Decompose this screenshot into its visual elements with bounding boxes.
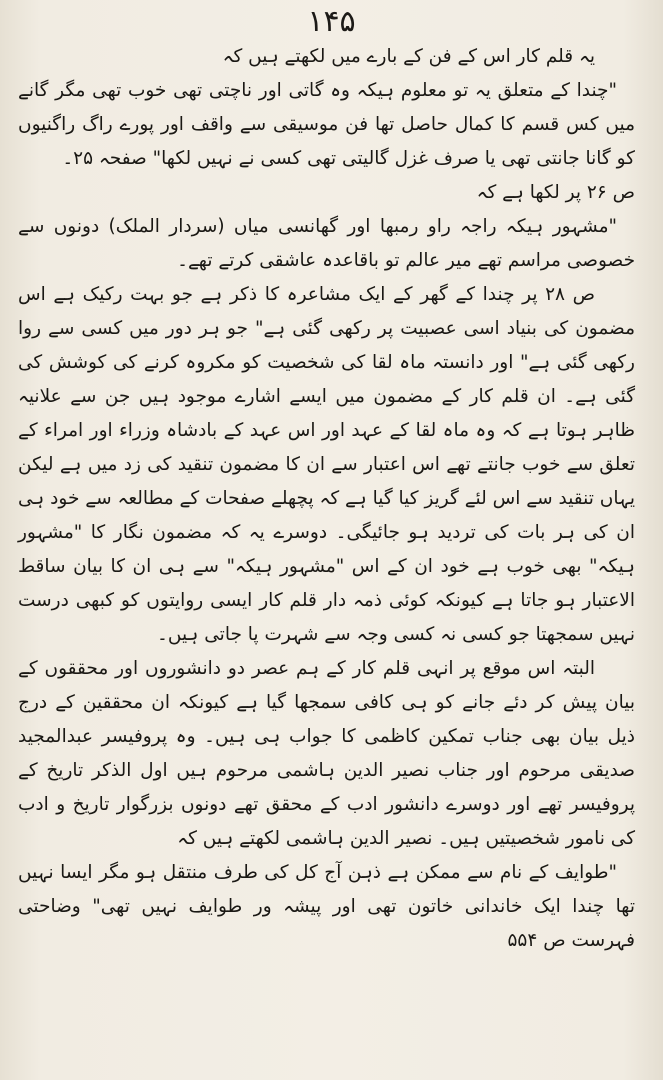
page-number: ۱۴۵: [307, 4, 356, 39]
paragraph-quote-chanda: "چندا کے متعلق یہ تو معلوم ہیکہ وہ گاتی اور ناچتی تھی خوب تھی مگر گانے میں کس قسم کا کمال حاصل تھا فن موسیقی سے واقف اور پورے راگ راگنیوں کو گانا جانتی تھی یا صرف غزل گالیتی تھی کسی نے نہیں لکھا" صفحہ ۲۵۔: [18, 80, 635, 169]
page-body: [18, 40, 635, 958]
paragraph-quote-mashhoor: "مشہور ہیکہ راجہ راو رمبھا اور گھانسی میاں (سردار الملک) دونوں سے خصوصی مراسم تھے میر عالم تو باقاعدہ عاشقی کرتے تھے۔: [18, 216, 635, 271]
paragraph-albatta: البتہ اس موقع پر انہی قلم کار کے ہم عصر دو دانشوروں اور محققوں کے بیان پیش کر دئے جانے کو ہی کافی سمجھا گیا ہے کیونکہ ان محققین کے درج ذیل بیان بھی جناب تمکین کاظمی کا جواب ہی ہیں۔ وہ پروفیسر عبدالمجید صدیقی مرحوم اور جناب نصیر الدین ہاشمی مرحوم ہیں اول الذکر تاریخ کے پروفیسر تھے اور دوسرے دانشور ادب کے محقق تھے دونوں بزرگوار تاریخ و ادب کی نامور شخصیتیں ہیں۔ نصیر الدین ہاشمی لکھتے ہیں کہ: [18, 658, 635, 849]
paragraph-page-26: ص ۲۶ پر لکھا ہے کہ: [476, 182, 635, 203]
paragraph-page-28: ص ۲۸ پر چندا کے گھر کے ایک مشاعرہ کا ذکر ہے جو بہت رکیک ہے اس مضمون کی بنیاد اسی عصبیت پر رکھی گئی ہے" جو ہر دور میں کسی سے روا رکھی گئی ہے" اور دانستہ ماہ لقا کی شخصیت کو مکروہ کرنے کی کوشش کی گئی ہے۔ ان قلم کار کے مضمون میں ایسے اشارے موجود ہیں جن سے علانیہ ظاہر ہوتا ہے کہ وہ ماہ لقا کے عہد اور اس عہد کے بادشاہ وزراء اور امراء کے تعلق سے خوب جانتے تھے اس اعتبار سے ان کا مضمون تنقید کی زد میں ہے لیکن یہاں تنقید سے اس لئے گریز کیا گیا ہے کہ پچھلے صفحات کے مطالعہ سے خود ہی ان کی ہر بات کی تردید ہو جائیگی۔ دوسرے یہ کہ مضمون نگار کا "مشہور ہیکہ" بھی خوب ہے خود ان کے اس "مشہور ہیکہ" سے ہی ان کا بیان ساقط الاعتبار ہو جاتا ہے کیونکہ کوئی ذمہ دار قلم کار ایسی روایتوں کو کبھی درست نہیں سمجھتا جو کسی نہ کسی وجہ سے شہرت پا جاتی ہیں۔: [18, 284, 635, 645]
paragraph-intro: یہ قلم کار اس کے فن کے بارے میں لکھتے ہیں کہ: [222, 46, 595, 67]
paragraph-quote-tawaif: "طوایف کے نام سے ممکن ہے ذہن آج کل کی طرف منتقل ہو مگر ایسا نہیں تھا چندا ایک خاندانی خاتون تھی اور پیشہ ور طوایف نہیں تھی" وضاحتی فہرست ص ۵۵۴: [18, 862, 635, 951]
